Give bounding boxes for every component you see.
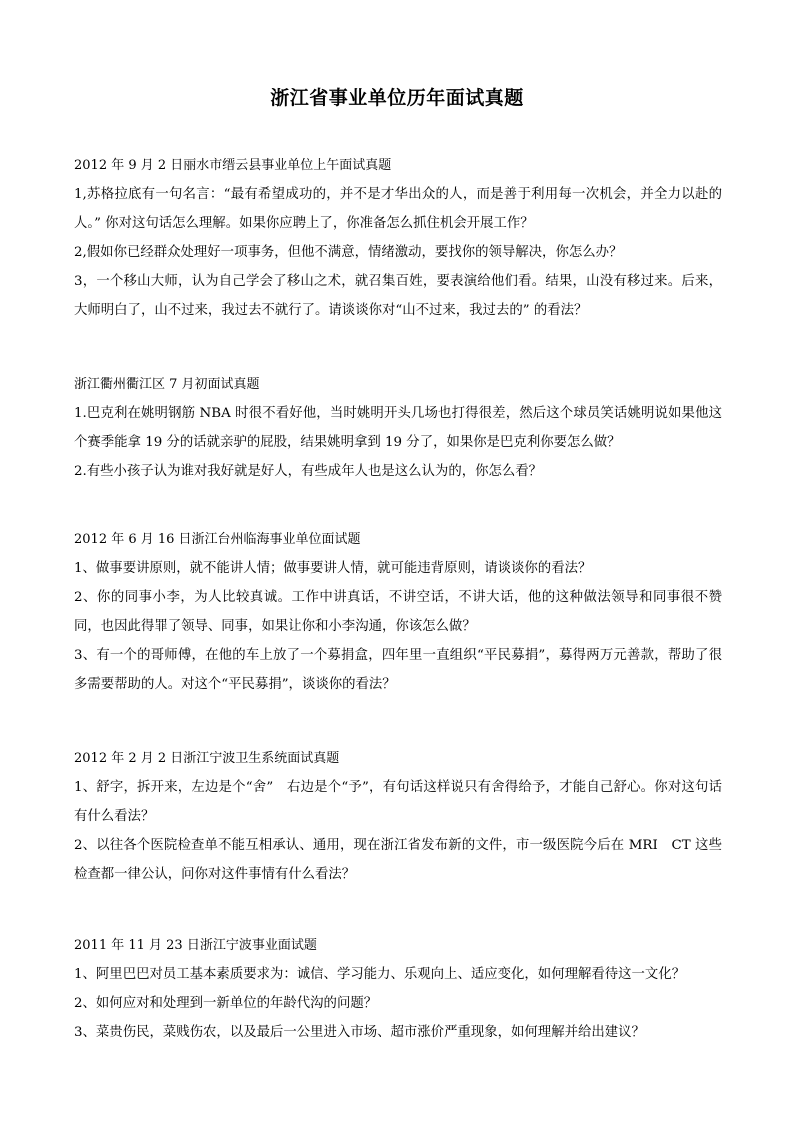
question-item: 1,苏格拉底有一句名言：“最有希望成功的，并不是才华出众的人，而是善于利用每一次机会，并全力以赴的人。” 你对这句话怎么理解。如果你应聘上了，你准备怎么抓住机会开展工作？	[74, 187, 722, 231]
question-item: 2、以往各个医院检查单不能互相承认、通用，现在浙江省发布新的文件，市一级医院今后在 MRI CT 这些检查都一律公认，问你对这件事情有什么看法？	[74, 838, 722, 882]
exam-section	[74, 744, 722, 889]
question-item: 1、阿里巴巴对员工基本素质要求为：诚信、学习能力、乐观向上、适应变化，如何理解看待这一文化？	[74, 967, 686, 982]
question-item: 2、你的同事小李，为人比较真诚。工作中讲真话，不讲空话，不讲大话，他的这种做法领导和同事很不赞同，也因此得罪了领导、同事，如果让你和小李沟通，你该怎么做？	[74, 590, 722, 634]
section-heading: 2012 年 9 月 2 日丽水市缙云县事业单位上午面试真题	[74, 158, 392, 173]
question-item: 3，一个移山大师，认为自己学会了移山之术，就召集百姓，要表演给他们看。结果，山没有移过来。后来，大师明白了，山不过来，我过去不就行了。请谈谈你对“山不过来，我过去的” 的看法？	[74, 274, 722, 318]
question-item: 3、菜贵伤民，菜贱伤农，以及最后一公里进入市场、超市涨价严重现象，如何理解并给出建议？	[74, 1025, 645, 1040]
exam-section	[74, 525, 722, 699]
exam-section	[74, 931, 722, 1047]
section-heading: 2011 年 11 月 23 日浙江宁波事业面试题	[74, 938, 317, 953]
exam-section	[74, 370, 722, 486]
section-heading: 2012 年 2 月 2 日浙江宁波卫生系统面试真题	[74, 751, 340, 766]
question-item: 2,假如你已经群众处理好一项事务，但他不满意，情绪激动，要找你的领导解决，你怎么办？	[74, 245, 623, 260]
document-title: 浙江省事业单位历年面试真题	[270, 87, 524, 109]
question-item: 1、舒字，拆开来，左边是个“舍” 右边是个“予”，有句话这样说只有舍得给予，才能自己舒心。你对这句话有什么看法？	[74, 780, 722, 824]
section-heading: 2012 年 6 月 16 日浙江台州临海事业单位面试题	[74, 532, 361, 547]
question-item: 1.巴克利在姚明钢筋 NBA 时很不看好他，当时姚明开头几场也打得很差，然后这个球员笑话姚明说如果他这个赛季能拿 19 分的话就亲驴的屁股，结果姚明拿到 19 分了，如果你是巴克利你要怎么做？	[74, 406, 722, 450]
question-item: 1、做事要讲原则，就不能讲人情；做事要讲人情，就可能违背原则，请谈谈你的看法？	[74, 561, 592, 576]
question-item: 2.有些小孩子认为谁对我好就是好人，有些成年人也是这么认为的，你怎么看？	[74, 464, 543, 479]
question-item: 2、如何应对和处理到一新单位的年龄代沟的问题？	[74, 996, 378, 1011]
question-item: 3、有一个的哥师傅，在他的车上放了一个募捐盒，四年里一直组织“平民募捐”，募得两万元善款，帮助了很多需要帮助的人。对这个“平民募捐”，谈谈你的看法？	[74, 648, 722, 692]
section-heading: 浙江衢州衢江区 7 月初面试真题	[74, 377, 260, 392]
exam-section	[74, 151, 722, 325]
